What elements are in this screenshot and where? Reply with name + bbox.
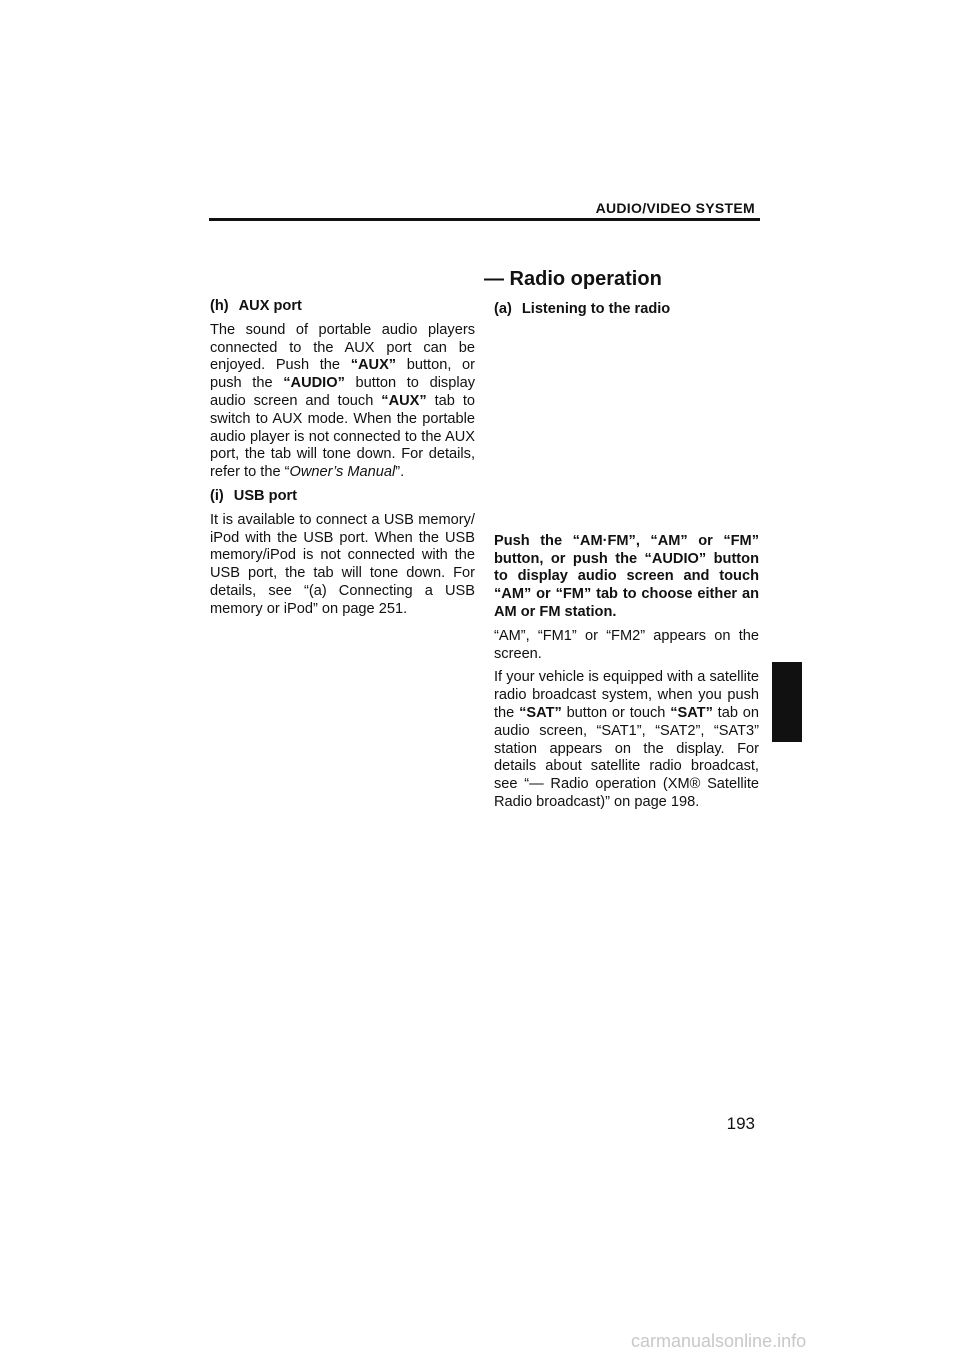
sat-tab-label: “SAT” [670, 704, 713, 721]
sat-text-2: button or touch [561, 704, 671, 721]
aux-text-4: tab to switch to AUX mode. When the portable audio player is not connected to the AUX port, the tab will tone down. For details, refer to the “ [210, 392, 475, 481]
usb-heading-label: (i) [210, 487, 224, 504]
satellite-paragraph [494, 669, 759, 811]
radio-instruction: Push the “AM·FM”, “AM” or “FM” button, or push the “AUDIO” button to display audio screen and touch “AM” or “FM” tab to choose either an AM or FM station. [494, 532, 759, 620]
listening-heading-label: (a) [494, 301, 512, 317]
listening-heading [494, 301, 759, 319]
header-rule [209, 218, 760, 221]
aux-text-1: The sound of portable audio players connected to the AUX port can be enjoyed. Push the [210, 321, 475, 374]
usb-heading-title: USB port [233, 487, 298, 504]
usb-port-heading [210, 488, 475, 506]
band-appears-text: “AM”, “FM1” or “FM2” appears on the screen. [494, 627, 759, 662]
illustration-space [494, 325, 759, 533]
owners-manual-ref: Owner’s Manual [289, 464, 396, 481]
chapter-tab-marker [772, 662, 802, 742]
sat-text-1: If your vehicle is equipped with a satellite radio broadcast system, when you push the [494, 669, 759, 721]
right-column [494, 301, 759, 818]
aux-tab-label: “AUX” [381, 392, 427, 409]
left-column [210, 298, 475, 625]
sat-button-label: “SAT” [519, 704, 562, 721]
audio-button-label: “AUDIO” [283, 375, 345, 392]
listening-heading-title: Listening to the radio [521, 301, 671, 317]
sat-text-3: tab on audio screen, “SAT1”, “SAT2”, “SAT3” station appears on the display. For details about satellite radio broadcast, see “— Radio operation (XM® Satellite Radio broadcast)” on page 198. [494, 704, 759, 810]
aux-button-label: “AUX” [350, 357, 397, 374]
aux-port-heading [210, 298, 475, 316]
section-title: — Radio operation [484, 268, 662, 290]
aux-heading-label: (h) [210, 298, 229, 314]
section-header: AUDIO/VIDEO SYSTEM [595, 200, 755, 216]
page-number: 193 [726, 1114, 755, 1133]
aux-text-3: button to display audio screen and touch [210, 375, 476, 409]
watermark: carmanualsonline.info [631, 1331, 807, 1351]
aux-text-2: button, or push the [210, 357, 476, 392]
aux-paragraph [210, 322, 475, 482]
aux-text-5: ”. [395, 464, 405, 481]
aux-heading-title: AUX port [238, 298, 302, 314]
usb-paragraph: It is available to connect a USB memory/ iPod with the USB port. When the USB memory/iPod is not connected with the USB port, the tab will tone down. For details, see “(a) Connecting a USB memory or iPod” on page 251. [210, 511, 475, 617]
